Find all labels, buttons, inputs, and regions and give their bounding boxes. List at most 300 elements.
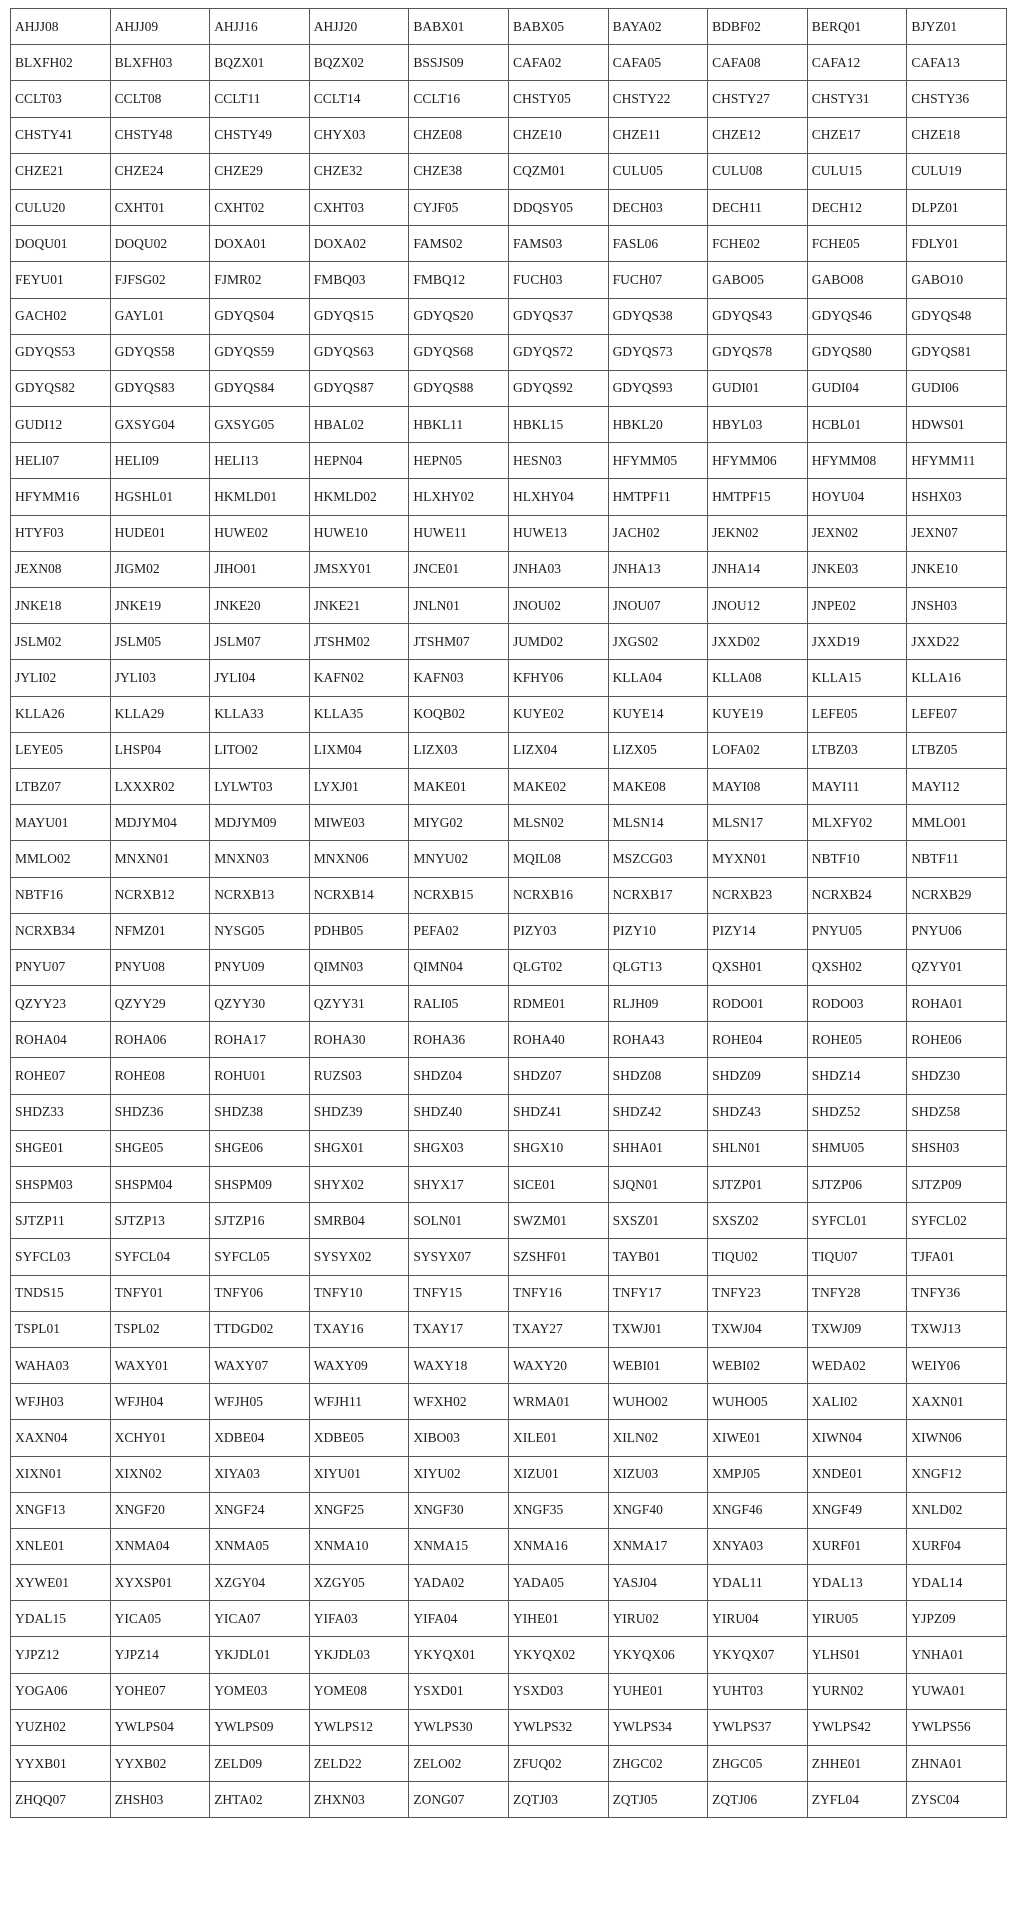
code-cell: JNOU07: [608, 588, 708, 624]
code-cell: TSPL01: [11, 1311, 111, 1347]
code-cell: ZONG07: [409, 1782, 509, 1818]
code-cell: JNSH03: [907, 588, 1007, 624]
code-cell: CCLT03: [11, 81, 111, 117]
code-cell: MLSN02: [508, 805, 608, 841]
code-cell: BDBF02: [708, 9, 808, 45]
code-cell: ROHA30: [309, 1022, 409, 1058]
code-cell: SYFCL02: [907, 1203, 1007, 1239]
code-cell: PEFA02: [409, 913, 509, 949]
code-cell: YIHE01: [508, 1601, 608, 1637]
code-cell: BABX05: [508, 9, 608, 45]
code-cell: MLXFY02: [807, 805, 907, 841]
code-cell: ROHU01: [210, 1058, 310, 1094]
code-cell: YWLPS42: [807, 1709, 907, 1745]
code-cell: SHHA01: [608, 1130, 708, 1166]
code-cell: ZHQQ07: [11, 1782, 111, 1818]
code-cell: HBKL20: [608, 407, 708, 443]
code-cell: FCHE02: [708, 226, 808, 262]
code-cell: ROHA36: [409, 1022, 509, 1058]
code-cell: BQZX02: [309, 45, 409, 81]
table-row: [11, 370, 1007, 406]
code-cell: CXHT01: [110, 189, 210, 225]
code-cell: KLLA08: [708, 660, 808, 696]
code-cell: LIZX04: [508, 732, 608, 768]
code-cell: WFXH02: [409, 1384, 509, 1420]
code-cell: HBYL03: [708, 407, 808, 443]
table-row: [11, 1384, 1007, 1420]
table-row: [11, 1203, 1007, 1239]
code-cell: CULU20: [11, 189, 111, 225]
code-cell: TXAY27: [508, 1311, 608, 1347]
code-cell: BAYA02: [608, 9, 708, 45]
code-cell: YICA07: [210, 1601, 310, 1637]
code-cell: TJFA01: [907, 1239, 1007, 1275]
code-cell: MYXN01: [708, 841, 808, 877]
code-cell: SHDZ08: [608, 1058, 708, 1094]
code-cell: YKYQX01: [409, 1637, 509, 1673]
code-cell: CHZE21: [11, 153, 111, 189]
code-cell: MNXN06: [309, 841, 409, 877]
code-cell: LIXM04: [309, 732, 409, 768]
code-cell: KUYE14: [608, 696, 708, 732]
code-cell: SHGX10: [508, 1130, 608, 1166]
table-row: [11, 443, 1007, 479]
code-cell: CCLT11: [210, 81, 310, 117]
table-row: [11, 1094, 1007, 1130]
code-cell: CAFA05: [608, 45, 708, 81]
code-cell: MAYI08: [708, 768, 808, 804]
code-cell: SHGE01: [11, 1130, 111, 1166]
code-cell: ZQTJ03: [508, 1782, 608, 1818]
code-cell: CHZE24: [110, 153, 210, 189]
code-cell: SJTZP13: [110, 1203, 210, 1239]
code-cell: XIYU02: [409, 1456, 509, 1492]
code-cell: ROHE04: [708, 1022, 808, 1058]
code-cell: GUDI06: [907, 370, 1007, 406]
code-cell: SHDZ39: [309, 1094, 409, 1130]
code-cell: JEXN07: [907, 515, 1007, 551]
code-cell: GUDI04: [807, 370, 907, 406]
code-cell: SHDZ30: [907, 1058, 1007, 1094]
table-row: [11, 153, 1007, 189]
code-cell: KLLA04: [608, 660, 708, 696]
code-cell: SHDZ36: [110, 1094, 210, 1130]
code-cell: YURN02: [807, 1673, 907, 1709]
code-cell: LTBZ05: [907, 732, 1007, 768]
code-cell: XAXN04: [11, 1420, 111, 1456]
table-row: [11, 1782, 1007, 1818]
code-cell: BLXFH03: [110, 45, 210, 81]
code-cell: FASL06: [608, 226, 708, 262]
code-cell: TXWJ04: [708, 1311, 808, 1347]
code-cell: PNYU09: [210, 949, 310, 985]
code-cell: JSLM07: [210, 624, 310, 660]
code-cell: SYSYX02: [309, 1239, 409, 1275]
code-cell: NCRXB13: [210, 877, 310, 913]
code-cell: MAYU01: [11, 805, 111, 841]
code-cell: FMBQ03: [309, 262, 409, 298]
code-cell: PNYU05: [807, 913, 907, 949]
code-cell: KLLA15: [807, 660, 907, 696]
table-row: [11, 515, 1007, 551]
code-cell: JNLN01: [409, 588, 509, 624]
code-cell: GDYQS81: [907, 334, 1007, 370]
code-cell: XNMA04: [110, 1528, 210, 1564]
table-row: [11, 877, 1007, 913]
code-cell: SHDZ07: [508, 1058, 608, 1094]
code-cell: YIFA03: [309, 1601, 409, 1637]
code-cell: CCLT14: [309, 81, 409, 117]
code-cell: HUWE10: [309, 515, 409, 551]
code-cell: XILN02: [608, 1420, 708, 1456]
code-cell: YKJDL01: [210, 1637, 310, 1673]
code-cell: MNYU02: [409, 841, 509, 877]
code-cell: DLPZ01: [907, 189, 1007, 225]
code-cell: LTBZ07: [11, 768, 111, 804]
code-cell: GDYQS84: [210, 370, 310, 406]
code-cell: WFJH11: [309, 1384, 409, 1420]
code-cell: HLXHY02: [409, 479, 509, 515]
code-cell: CHZE29: [210, 153, 310, 189]
code-cell: YJPZ12: [11, 1637, 111, 1673]
code-cell: YICA05: [110, 1601, 210, 1637]
table-row: [11, 334, 1007, 370]
code-cell: JUMD02: [508, 624, 608, 660]
code-cell: CULU08: [708, 153, 808, 189]
code-cell: SHYX17: [409, 1167, 509, 1203]
code-cell: ZHGC02: [608, 1746, 708, 1782]
code-cell: DECH12: [807, 189, 907, 225]
code-cell: ZELD09: [210, 1746, 310, 1782]
code-cell: BERQ01: [807, 9, 907, 45]
table-row: [11, 1528, 1007, 1564]
code-cell: WEDA02: [807, 1347, 907, 1383]
code-cell: KAFN02: [309, 660, 409, 696]
table-row: [11, 1492, 1007, 1528]
code-cell: QZYY23: [11, 986, 111, 1022]
code-cell: XMPJ05: [708, 1456, 808, 1492]
code-cell: GDYQS58: [110, 334, 210, 370]
code-cell: ROHA43: [608, 1022, 708, 1058]
code-cell: HTYF03: [11, 515, 111, 551]
code-cell: CXHT03: [309, 189, 409, 225]
code-cell: ROHE05: [807, 1022, 907, 1058]
code-cell: AHJJ20: [309, 9, 409, 45]
code-cell: YWLPS56: [907, 1709, 1007, 1745]
code-cell: GUDI01: [708, 370, 808, 406]
code-cell: MAKE02: [508, 768, 608, 804]
code-cell: GDYQS04: [210, 298, 310, 334]
code-cell: KUYE19: [708, 696, 808, 732]
code-cell: WAXY07: [210, 1347, 310, 1383]
code-cell: BSSJS09: [409, 45, 509, 81]
code-cell: YSXD01: [409, 1673, 509, 1709]
table-row: [11, 1420, 1007, 1456]
code-cell: XNMA16: [508, 1528, 608, 1564]
code-cell: GDYQS68: [409, 334, 509, 370]
code-cell: GABO05: [708, 262, 808, 298]
code-cell: SHSPM04: [110, 1167, 210, 1203]
code-cell: HUWE02: [210, 515, 310, 551]
code-cell: LEFE05: [807, 696, 907, 732]
code-cell: YYXB02: [110, 1746, 210, 1782]
table-row: [11, 660, 1007, 696]
code-cell: YIRU05: [807, 1601, 907, 1637]
code-cell: MDJYM09: [210, 805, 310, 841]
code-cell: GAYL01: [110, 298, 210, 334]
code-cell: NCRXB29: [907, 877, 1007, 913]
code-cell: RALI05: [409, 986, 509, 1022]
code-cell: HEPN04: [309, 443, 409, 479]
code-cell: CHYX03: [309, 117, 409, 153]
code-cell: YWLPS04: [110, 1709, 210, 1745]
code-cell: GDYQS87: [309, 370, 409, 406]
code-cell: DOQU01: [11, 226, 111, 262]
code-cell: GDYQS93: [608, 370, 708, 406]
code-cell: NCRXB23: [708, 877, 808, 913]
code-cell: WAXY18: [409, 1347, 509, 1383]
code-cell: GDYQS78: [708, 334, 808, 370]
table-row: [11, 1709, 1007, 1745]
code-cell: SJTZP16: [210, 1203, 310, 1239]
code-cell: SJTZP06: [807, 1167, 907, 1203]
code-cell: ZHHE01: [807, 1746, 907, 1782]
code-cell: JNKE21: [309, 588, 409, 624]
code-cell: CAFA13: [907, 45, 1007, 81]
code-cell: QXSH02: [807, 949, 907, 985]
code-cell: YOGA06: [11, 1673, 111, 1709]
code-cell: XNGF35: [508, 1492, 608, 1528]
table-row: [11, 1456, 1007, 1492]
code-cell: FUCH03: [508, 262, 608, 298]
code-cell: NCRXB34: [11, 913, 111, 949]
code-cell: TNFY15: [409, 1275, 509, 1311]
code-cell: MLSN17: [708, 805, 808, 841]
code-cell: CHZE10: [508, 117, 608, 153]
code-cell: XNMA05: [210, 1528, 310, 1564]
code-cell: SYSYX07: [409, 1239, 509, 1275]
code-cell: YDAL11: [708, 1565, 808, 1601]
table-row: [11, 1167, 1007, 1203]
code-cell: ZHTA02: [210, 1782, 310, 1818]
code-cell: ROHE08: [110, 1058, 210, 1094]
code-cell: FJFSG02: [110, 262, 210, 298]
code-cell: CHSTY27: [708, 81, 808, 117]
code-cell: ZELD22: [309, 1746, 409, 1782]
code-cell: CXHT02: [210, 189, 310, 225]
code-cell: LHSP04: [110, 732, 210, 768]
code-cell: CHZE17: [807, 117, 907, 153]
code-cell: JEXN02: [807, 515, 907, 551]
code-cell: XNDE01: [807, 1456, 907, 1492]
code-cell: TIQU02: [708, 1239, 808, 1275]
code-cell: YUHE01: [608, 1673, 708, 1709]
code-cell: CULU19: [907, 153, 1007, 189]
code-cell: TNFY06: [210, 1275, 310, 1311]
code-cell: TNFY17: [608, 1275, 708, 1311]
code-cell: XILE01: [508, 1420, 608, 1456]
table-row: [11, 1311, 1007, 1347]
code-cell: JYLI03: [110, 660, 210, 696]
code-cell: GDYQS53: [11, 334, 111, 370]
table-row: [11, 732, 1007, 768]
table-row: [11, 1347, 1007, 1383]
code-cell: YLHS01: [807, 1637, 907, 1673]
table-row: [11, 81, 1007, 117]
code-cell: HKMLD01: [210, 479, 310, 515]
code-cell: HOYU04: [807, 479, 907, 515]
code-cell: NBTF16: [11, 877, 111, 913]
code-cell: PDHB05: [309, 913, 409, 949]
code-cell: HLXHY04: [508, 479, 608, 515]
code-cell: YOME08: [309, 1673, 409, 1709]
code-cell: XNGF13: [11, 1492, 111, 1528]
code-cell: JNHA14: [708, 551, 808, 587]
code-cell: SXSZ01: [608, 1203, 708, 1239]
code-cell: HUWE11: [409, 515, 509, 551]
code-cell: CHSTY05: [508, 81, 608, 117]
code-cell: XNYA03: [708, 1528, 808, 1564]
code-cell: HFYMM08: [807, 443, 907, 479]
code-cell: SYFCL04: [110, 1239, 210, 1275]
code-cell: JTSHM07: [409, 624, 509, 660]
code-cell: ZQTJ05: [608, 1782, 708, 1818]
table-row: [11, 189, 1007, 225]
code-cell: YWLPS34: [608, 1709, 708, 1745]
code-cell: QLGT02: [508, 949, 608, 985]
code-cell: GDYQS43: [708, 298, 808, 334]
code-cell: CHZE11: [608, 117, 708, 153]
table-row: [11, 624, 1007, 660]
code-cell: XYWE01: [11, 1565, 111, 1601]
code-cell: WEIY06: [907, 1347, 1007, 1383]
code-cell: JIGM02: [110, 551, 210, 587]
code-cell: JNKE10: [907, 551, 1007, 587]
code-cell: SHGE05: [110, 1130, 210, 1166]
code-cell: PIZY14: [708, 913, 808, 949]
table-row: [11, 407, 1007, 443]
code-cell: GABO10: [907, 262, 1007, 298]
code-cell: HFYMM16: [11, 479, 111, 515]
code-cell: SOLN01: [409, 1203, 509, 1239]
table-row: [11, 768, 1007, 804]
code-cell: XNGF25: [309, 1492, 409, 1528]
code-cell: JEXN08: [11, 551, 111, 587]
code-cell: JNOU12: [708, 588, 808, 624]
code-cell: CHZE08: [409, 117, 509, 153]
code-cell: YUZH02: [11, 1709, 111, 1745]
code-cell: DECH03: [608, 189, 708, 225]
code-cell: MSZCG03: [608, 841, 708, 877]
code-cell: YDAL15: [11, 1601, 111, 1637]
code-cell: KUYE02: [508, 696, 608, 732]
code-cell: JEKN02: [708, 515, 808, 551]
code-cell: XURF04: [907, 1528, 1007, 1564]
code-cell: MMLO02: [11, 841, 111, 877]
code-cell: SHGX01: [309, 1130, 409, 1166]
code-cell: JYLI04: [210, 660, 310, 696]
code-cell: SYFCL05: [210, 1239, 310, 1275]
code-cell: GXSYG04: [110, 407, 210, 443]
code-cell: TIQU07: [807, 1239, 907, 1275]
code-cell: LTBZ03: [807, 732, 907, 768]
code-cell: JSLM02: [11, 624, 111, 660]
code-cell: XDBE04: [210, 1420, 310, 1456]
code-cell: SHDZ14: [807, 1058, 907, 1094]
code-cell: FCHE05: [807, 226, 907, 262]
code-cell: LEYE05: [11, 732, 111, 768]
code-cell: XIWN04: [807, 1420, 907, 1456]
code-cell: JXXD19: [807, 624, 907, 660]
code-cell: LEFE07: [907, 696, 1007, 732]
code-cell: SHSPM03: [11, 1167, 111, 1203]
code-cell: LYLWT03: [210, 768, 310, 804]
code-cell: KLLA26: [11, 696, 111, 732]
table-row: [11, 1565, 1007, 1601]
code-cell: YKYQX02: [508, 1637, 608, 1673]
code-cell: CHZE12: [708, 117, 808, 153]
code-cell: HUWE13: [508, 515, 608, 551]
code-cell: YDAL13: [807, 1565, 907, 1601]
code-cell: GDYQS82: [11, 370, 111, 406]
code-cell: GDYQS92: [508, 370, 608, 406]
code-cell: ROHA17: [210, 1022, 310, 1058]
code-cell: HUDE01: [110, 515, 210, 551]
code-cell: MAKE08: [608, 768, 708, 804]
table-row: [11, 1275, 1007, 1311]
code-cell: JMSXY01: [309, 551, 409, 587]
code-cell: SHDZ09: [708, 1058, 808, 1094]
code-cell: CHSTY48: [110, 117, 210, 153]
code-cell: XIWE01: [708, 1420, 808, 1456]
code-cell: MLSN14: [608, 805, 708, 841]
code-cell: NCRXB15: [409, 877, 509, 913]
code-cell: WFJH03: [11, 1384, 111, 1420]
code-cell: MQIL08: [508, 841, 608, 877]
code-cell: CCLT08: [110, 81, 210, 117]
code-cell: PIZY03: [508, 913, 608, 949]
code-cell: NCRXB16: [508, 877, 608, 913]
code-cell: XNGF12: [907, 1456, 1007, 1492]
code-cell: JNHA13: [608, 551, 708, 587]
code-cell: FAMS02: [409, 226, 509, 262]
code-cell: GDYQS20: [409, 298, 509, 334]
code-cell: YJPZ14: [110, 1637, 210, 1673]
code-cell: ZHXN03: [309, 1782, 409, 1818]
code-cell: ZYSC04: [907, 1782, 1007, 1818]
code-cell: RODO01: [708, 986, 808, 1022]
code-cell: YKYQX07: [708, 1637, 808, 1673]
code-cell: WUHO05: [708, 1384, 808, 1420]
code-cell: FUCH07: [608, 262, 708, 298]
code-cell: XIZU01: [508, 1456, 608, 1492]
code-cell: FMBQ12: [409, 262, 509, 298]
code-cell: MIYG02: [409, 805, 509, 841]
code-cell: DECH11: [708, 189, 808, 225]
code-cell: RLJH09: [608, 986, 708, 1022]
table-row: [11, 986, 1007, 1022]
code-cell: GDYQS72: [508, 334, 608, 370]
code-cell: YUWA01: [907, 1673, 1007, 1709]
code-cell: WEBI02: [708, 1347, 808, 1383]
code-cell: TNFY10: [309, 1275, 409, 1311]
code-cell: ZYFL04: [807, 1782, 907, 1818]
code-cell: HFYMM06: [708, 443, 808, 479]
code-cell: JSLM05: [110, 624, 210, 660]
code-cell: SHDZ38: [210, 1094, 310, 1130]
code-cell: SHYX02: [309, 1167, 409, 1203]
code-cell: CAFA02: [508, 45, 608, 81]
